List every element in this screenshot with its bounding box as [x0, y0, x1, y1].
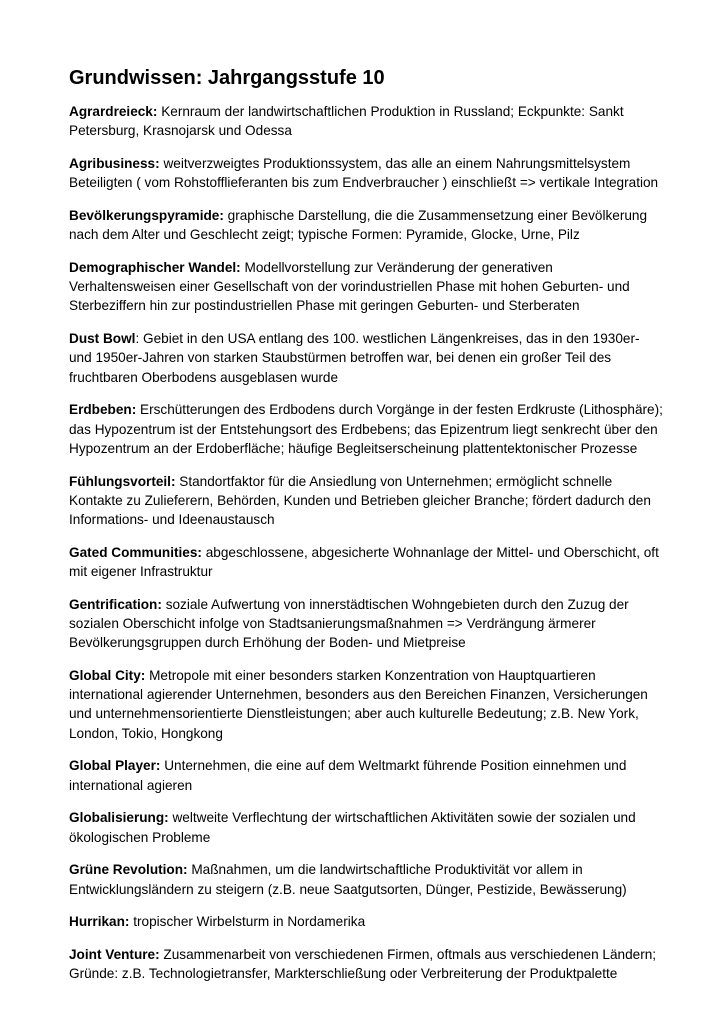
page-title: Grundwissen: Jahrgangsstufe 10 — [69, 67, 385, 89]
glossary-entry — [69, 154, 669, 192]
glossary-definition-line: Verhaltensweisen einer Gesellschaft von der vorindustriellen Phase mit hohen Geburten- und — [69, 279, 630, 295]
glossary-definition-line: graphische Darstellung, die die Zusammensetzung einer Bevölkerung — [227, 208, 648, 223]
glossary-definition-line: Petersburg, Krasnojarsk und Odessa — [69, 123, 292, 139]
glossary-definition-line: Hypozentrum an der Erdoberfläche; häufige Begleitserscheinung plattentektonischer Prozesse — [69, 440, 638, 456]
glossary-entry — [69, 543, 669, 581]
glossary-entry — [69, 472, 669, 530]
glossary-definition-line: Maßnahmen, um die landwirtschaftliche Produktivität vor allem in — [191, 862, 583, 878]
glossary-definition-line: abgeschlossene, abgesicherte Wohnanlage der Mittel- und Oberschicht, oft — [205, 544, 659, 560]
glossary-definition-line: Beteiligten ( vom Rohstofflieferanten bis zum Endverbraucher ) einschließt => vertikale Integration — [69, 175, 659, 191]
glossary-definition-line: mit eigener Infrastruktur — [69, 564, 213, 580]
glossary-entry — [69, 945, 669, 983]
glossary-definition-line: Bevölkerungsgruppen durch Erhöhung der Boden- und Mietpreise — [69, 635, 466, 651]
glossary-definition-line: Metropole mit einer besonders starken Konzentration von Hauptquartieren — [149, 668, 596, 684]
glossary-entry — [69, 860, 669, 898]
glossary-term: Gentrification: — [69, 596, 162, 612]
glossary-definition-line: Zusammenarbeit von verschiedenen Firmen, oftmals aus verschiedenen Ländern; — [163, 947, 657, 963]
glossary-term: Global City: — [69, 668, 146, 684]
glossary-definition-line: Kernraum der landwirtschaftlichen Produktion in Russland; Eckpunkte: Sankt — [161, 104, 624, 119]
glossary-term: Agrardreieck: — [69, 104, 158, 119]
glossary-term: Global Player: — [69, 758, 161, 774]
glossary-list — [69, 102, 669, 984]
glossary-term: Fühlungsvorteil: — [69, 473, 176, 489]
glossary-definition-line: : Gebiet in den USA entlang des 100. westlichen Längenkreises, das in den 1930er- — [135, 331, 640, 347]
glossary-definition-line: ökologischen Probleme — [69, 829, 211, 845]
glossary-definition-line: Informations- und Ideenaustausch — [69, 512, 275, 528]
glossary-entry — [69, 912, 669, 931]
glossary-term: Agribusiness: — [69, 156, 160, 171]
glossary-entry — [69, 666, 669, 743]
glossary-term: Bevölkerungspyramide: — [69, 208, 224, 223]
glossary-definition-line: Modellvorstellung zur Veränderung der generativen — [244, 260, 553, 275]
glossary-definition-line: sozialen Oberschicht infolge von Stadtsanierungsmaßnahmen => Verdrängung ärmerer — [69, 616, 596, 632]
glossary-definition-line: soziale Aufwertung von innerstädtischen Wohngebieten durch den Zuzug der — [165, 596, 629, 612]
glossary-definition-line: Sterbeziffern hin zur postindustriellen Phase mit geringen Geburten- und Sterberaten — [69, 298, 580, 314]
glossary-definition-line: Erschütterungen des Erdbodens durch Vorgänge in der festen Erdkruste (Lithosphäre); — [140, 402, 663, 418]
glossary-definition-line: und 1950er-Jahren von starken Staubstürmen betroffen war, bei denen ein großer Teil des — [69, 350, 612, 366]
glossary-definition-line: weltweite Verflechtung der wirtschaftlichen Aktivitäten sowie der sozialen und — [172, 810, 636, 826]
glossary-term: Dust Bowl — [69, 331, 136, 347]
glossary-term: Erdbeben: — [69, 402, 137, 418]
glossary-term: Globalisierung: — [69, 810, 169, 826]
glossary-entry — [69, 258, 669, 316]
glossary-definition-line: Kontakte zu Zulieferern, Behörden, Kunden und Betrieben gleicher Branche; fördert dadurch den — [69, 492, 651, 508]
glossary-entry — [69, 206, 669, 244]
glossary-term: Joint Venture: — [69, 947, 160, 963]
glossary-definition-line: das Hypozentrum ist der Entstehungsort des Erdbebens; das Epizentrum liegt senkrecht über den — [69, 421, 658, 437]
glossary-definition-line: und unternehmensorientierte Dienstleistungen; aber auch kulturelle Bedeutung; z.B. New York, — [69, 706, 639, 722]
glossary-entry — [69, 400, 669, 458]
glossary-term: Gated Communities: — [69, 544, 202, 560]
glossary-entry — [69, 102, 669, 140]
glossary-definition-line: weitverzweigtes Produktionssystem, das alle an einem Nahrungsmittelsystem — [163, 156, 631, 171]
glossary-term: Demographischer Wandel: — [69, 260, 241, 275]
glossary-entry — [69, 756, 669, 794]
glossary-term: Hurrikan: — [69, 914, 130, 930]
glossary-term: Grüne Revolution: — [69, 862, 188, 878]
glossary-definition-line: Unternehmen, die eine auf dem Weltmarkt führende Position einnehmen und — [164, 758, 627, 774]
glossary-definition-line: international agierender Unternehmen, besonders aus den Bereichen Finanzen, Versicherungen — [69, 687, 648, 703]
glossary-definition-line: international agieren — [69, 777, 193, 793]
glossary-definition-line: London, Tokio, Hongkong — [69, 725, 223, 741]
document-page — [69, 64, 669, 997]
glossary-definition-line: Gründe: z.B. Technologietransfer, Markterschließung oder Verbreiterung der Produktpalette — [69, 966, 618, 982]
glossary-definition-line: Entwicklungsländern zu steigern (z.B. neue Saatgutsorten, Dünger, Pestizide, Bewässerung) — [69, 881, 627, 897]
glossary-definition-line: Standortfaktor für die Ansiedlung von Unternehmen; ermöglicht schnelle — [179, 473, 613, 489]
glossary-definition-line: nach dem Alter und Geschlecht zeigt; typische Formen: Pyramide, Glocke, Urne, Pilz — [69, 227, 580, 243]
glossary-entry — [69, 808, 669, 846]
glossary-definition-line: fruchtbaren Oberbodens ausgeblasen wurde — [69, 369, 339, 385]
glossary-entry — [69, 329, 669, 387]
glossary-definition-line: tropischer Wirbelsturm in Nordamerika — [133, 914, 366, 930]
glossary-entry — [69, 595, 669, 653]
